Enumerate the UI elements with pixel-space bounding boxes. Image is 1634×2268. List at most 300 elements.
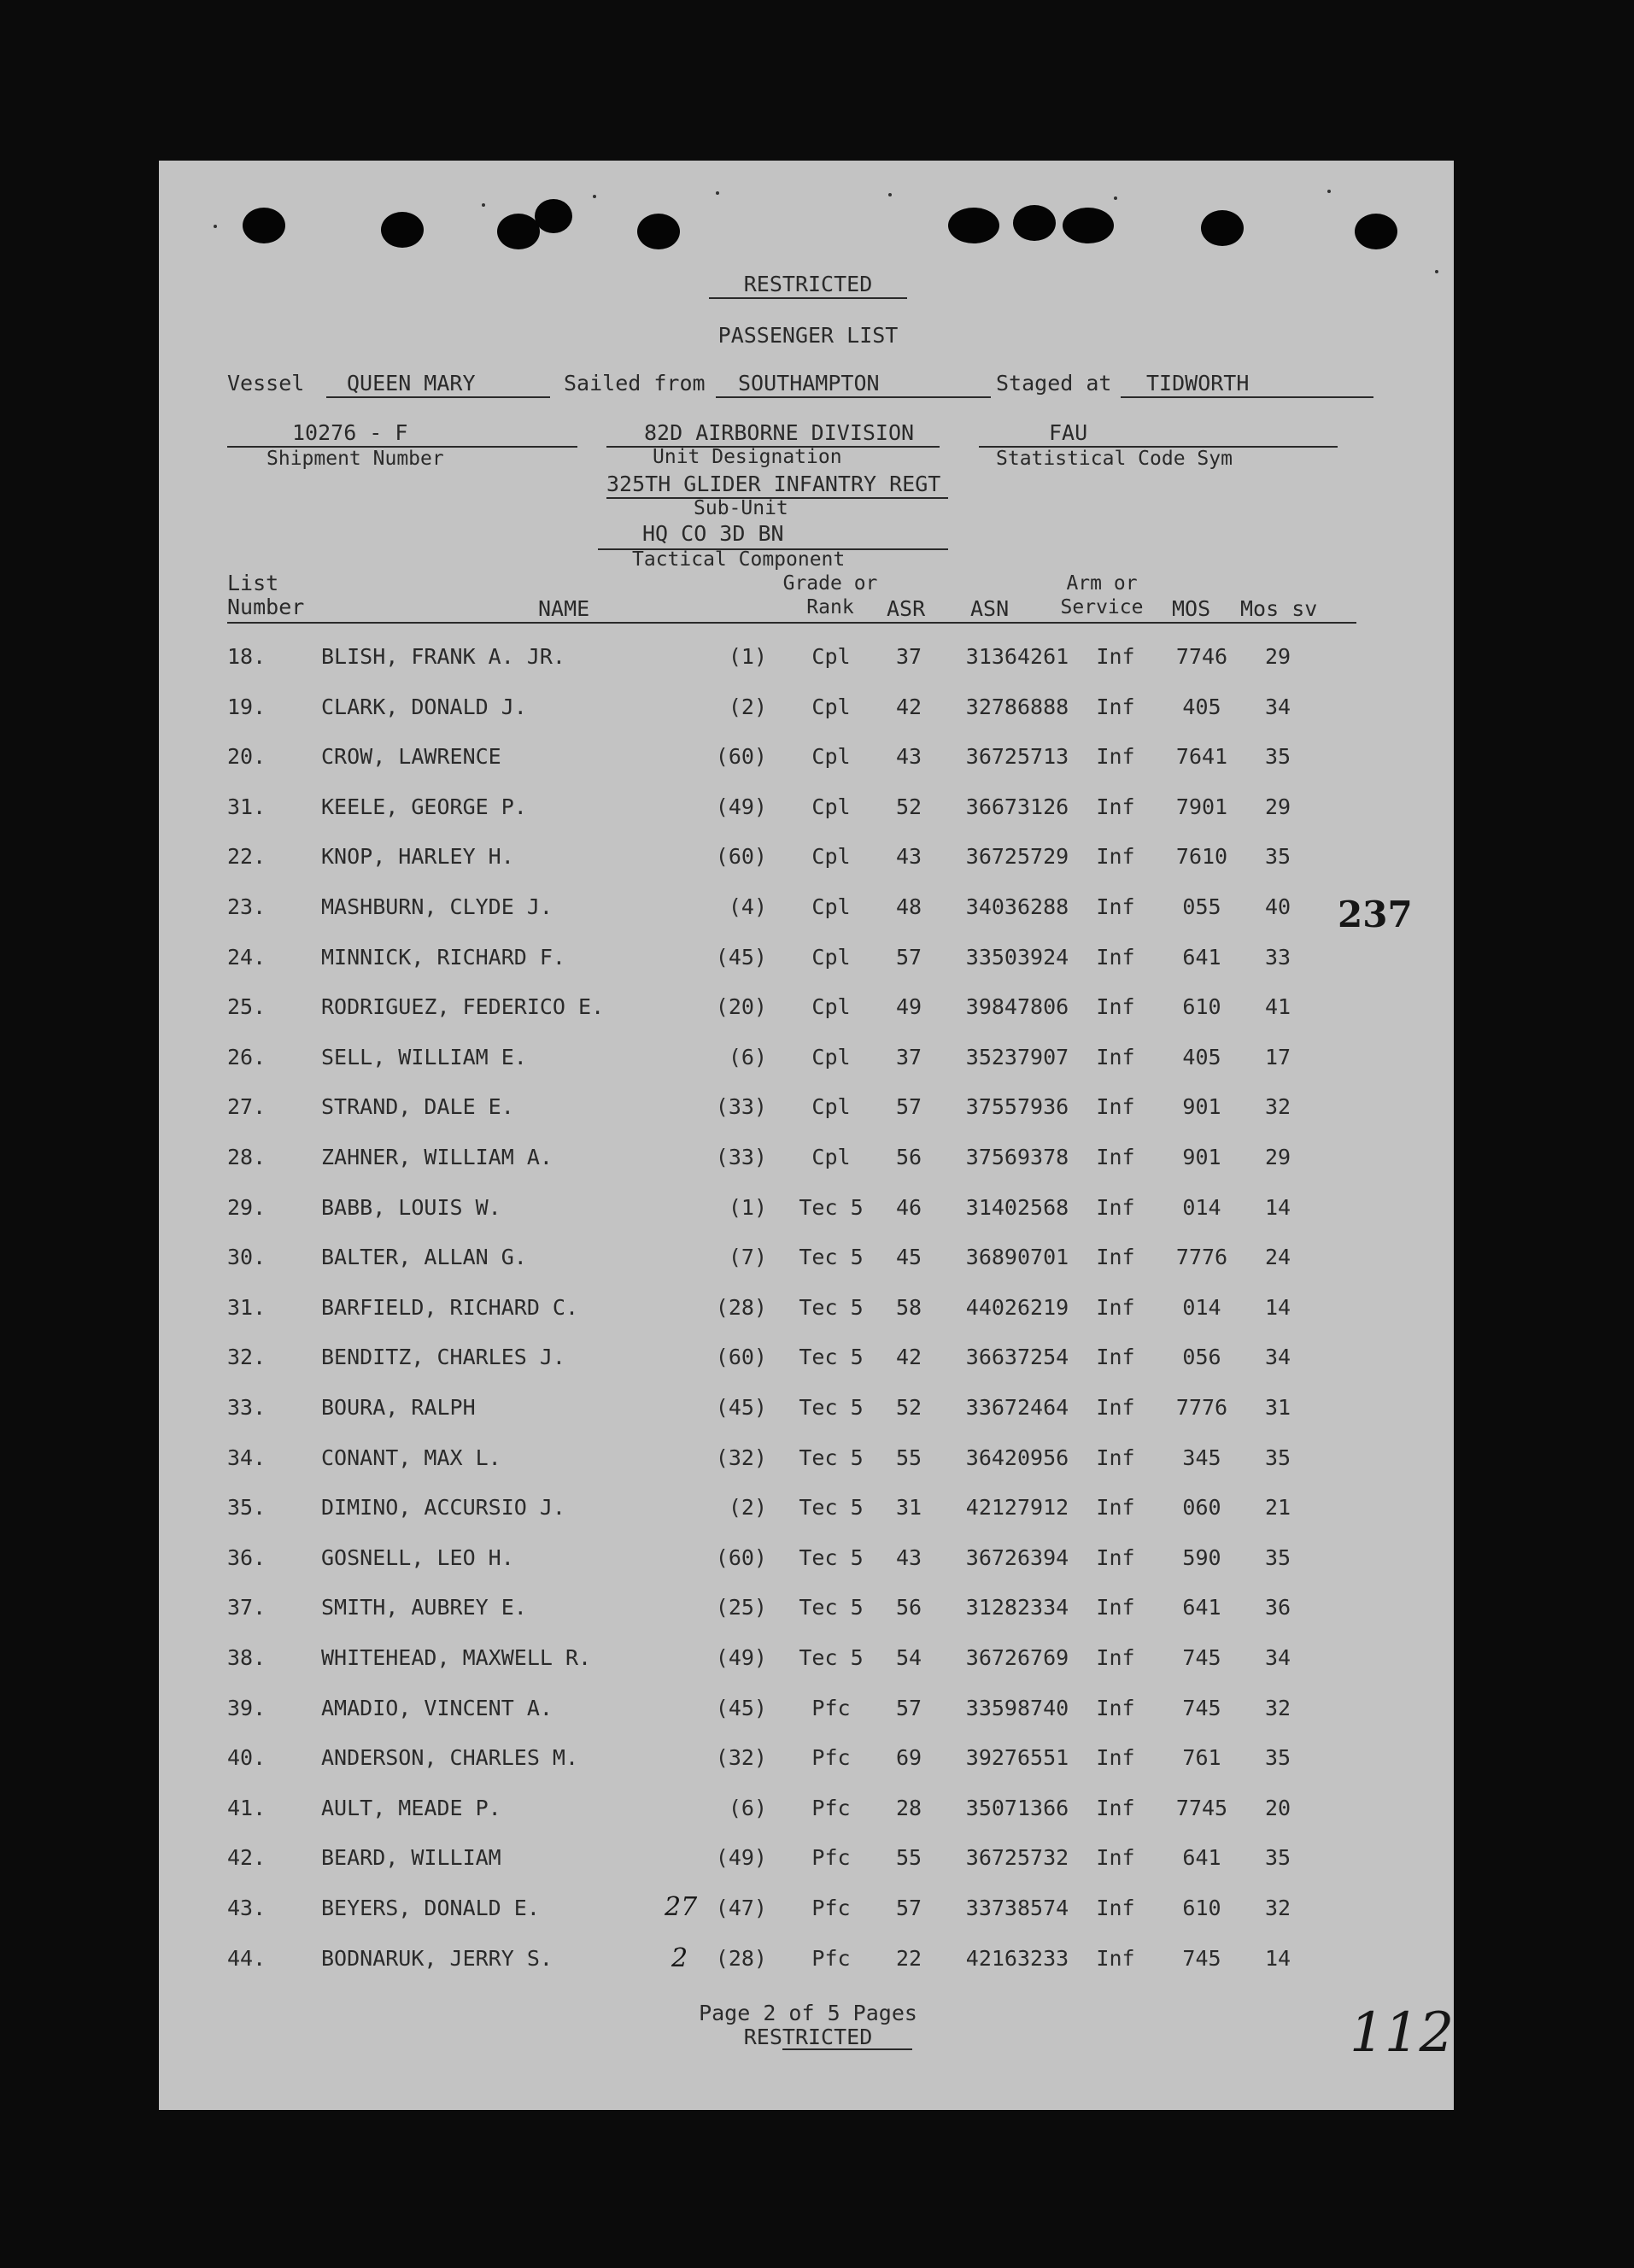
asr-cell: 56 bbox=[895, 1595, 922, 1620]
asn-cell: 35237907 bbox=[965, 1045, 1069, 1070]
classification-bottom-underline bbox=[782, 2048, 912, 2050]
vessel-underline bbox=[326, 396, 550, 398]
mos-sv-cell: 20 bbox=[1264, 1796, 1291, 1820]
pin-dot bbox=[1114, 196, 1117, 200]
document-page bbox=[159, 161, 1454, 2110]
table-row bbox=[159, 1747, 1454, 1781]
rank-cell: Cpl bbox=[811, 894, 851, 919]
asr-cell: 56 bbox=[895, 1145, 922, 1169]
code-cell: (47) bbox=[715, 1896, 767, 1920]
mos-sv-cell: 35 bbox=[1264, 744, 1291, 769]
code-cell: (25) bbox=[715, 1595, 767, 1620]
rank-cell: Tec 5 bbox=[799, 1595, 864, 1620]
asn-cell: 36890701 bbox=[965, 1245, 1069, 1269]
asr-cell: 49 bbox=[895, 994, 922, 1019]
asr-cell: 55 bbox=[895, 1845, 922, 1870]
table-row bbox=[159, 1096, 1454, 1130]
asr-cell: 42 bbox=[895, 1345, 922, 1369]
punch-hole bbox=[948, 208, 999, 243]
col-name: NAME bbox=[538, 596, 590, 621]
arm-cell: Inf bbox=[1096, 1345, 1135, 1369]
list-number-cell: 43. bbox=[227, 1896, 266, 1920]
arm-cell: Inf bbox=[1096, 1445, 1135, 1470]
table-row bbox=[159, 1547, 1454, 1581]
table-row bbox=[159, 996, 1454, 1030]
code-cell: (1) bbox=[728, 644, 767, 669]
rank-cell: Cpl bbox=[811, 1045, 851, 1070]
col-list-number-1: List bbox=[227, 571, 279, 595]
mos-sv-cell: 29 bbox=[1264, 1145, 1291, 1169]
mos-cell: 405 bbox=[1182, 1045, 1221, 1070]
col-list-number-2: Number bbox=[227, 595, 305, 619]
col-mos: MOS bbox=[1172, 596, 1211, 621]
arm-cell: Inf bbox=[1096, 1645, 1135, 1670]
mos-sv-cell: 14 bbox=[1264, 1295, 1291, 1320]
handwritten-margin-number: 237 bbox=[1338, 894, 1413, 935]
code-cell: (20) bbox=[715, 994, 767, 1019]
mos-sv-cell: 17 bbox=[1264, 1045, 1291, 1070]
asn-cell: 34036288 bbox=[965, 894, 1069, 919]
name-cell: SMITH, AUBREY E. bbox=[321, 1595, 527, 1620]
arm-cell: Inf bbox=[1096, 1395, 1135, 1420]
pin-dot bbox=[1327, 190, 1331, 193]
unit-designation-value: 82D AIRBORNE DIVISION bbox=[644, 420, 915, 445]
code-cell: (7) bbox=[728, 1245, 767, 1269]
table-row bbox=[159, 696, 1454, 730]
rank-cell: Cpl bbox=[811, 945, 851, 970]
arm-cell: Inf bbox=[1096, 1745, 1135, 1770]
arm-cell: Inf bbox=[1096, 744, 1135, 769]
list-number-cell: 29. bbox=[227, 1195, 266, 1220]
asr-cell: 57 bbox=[895, 1896, 922, 1920]
arm-cell: Inf bbox=[1096, 1094, 1135, 1119]
asn-cell: 36725713 bbox=[965, 744, 1069, 769]
asn-cell: 42163233 bbox=[965, 1946, 1069, 1971]
mos-sv-cell: 14 bbox=[1264, 1946, 1291, 1971]
list-number-cell: 41. bbox=[227, 1796, 266, 1820]
col-grade-2: Rank bbox=[806, 596, 854, 618]
code-cell: (33) bbox=[715, 1145, 767, 1169]
code-cell: (60) bbox=[715, 744, 767, 769]
table-row bbox=[159, 1697, 1454, 1732]
mos-cell: 060 bbox=[1182, 1495, 1221, 1520]
name-cell: BEARD, WILLIAM bbox=[321, 1845, 501, 1870]
arm-cell: Inf bbox=[1096, 1295, 1135, 1320]
mos-sv-cell: 29 bbox=[1264, 794, 1291, 819]
page-footer-text: Page 2 of 5 Pages bbox=[699, 2001, 917, 2025]
rank-cell: Cpl bbox=[811, 994, 851, 1019]
arm-cell: Inf bbox=[1096, 1245, 1135, 1269]
sailed-from-underline bbox=[716, 396, 991, 398]
code-cell: (49) bbox=[715, 1645, 767, 1670]
code-cell: (45) bbox=[715, 945, 767, 970]
asr-cell: 55 bbox=[895, 1445, 922, 1470]
asn-cell: 44026219 bbox=[965, 1295, 1069, 1320]
table-row bbox=[159, 1246, 1454, 1281]
list-number-cell: 39. bbox=[227, 1696, 266, 1720]
asr-cell: 48 bbox=[895, 894, 922, 919]
col-arm-1: Arm or bbox=[1066, 572, 1138, 595]
name-cell: MINNICK, RICHARD F. bbox=[321, 945, 565, 970]
asr-cell: 52 bbox=[895, 794, 922, 819]
rank-cell: Cpl bbox=[811, 1145, 851, 1169]
punch-hole bbox=[243, 208, 285, 243]
list-number-cell: 44. bbox=[227, 1946, 266, 1971]
rank-cell: Pfc bbox=[811, 1796, 851, 1820]
mos-cell: 745 bbox=[1182, 1696, 1221, 1720]
code-cell: (60) bbox=[715, 1345, 767, 1369]
col-asn: ASN bbox=[970, 596, 1010, 621]
table-row bbox=[159, 746, 1454, 780]
sailed-from-value: SOUTHAMPTON bbox=[738, 371, 880, 396]
document-title: PASSENGER LIST bbox=[717, 323, 899, 348]
mos-sv-cell: 35 bbox=[1264, 1745, 1291, 1770]
mos-sv-cell: 40 bbox=[1264, 894, 1291, 919]
table-row bbox=[159, 1297, 1454, 1331]
table-row bbox=[159, 1046, 1454, 1081]
code-cell: (33) bbox=[715, 1094, 767, 1119]
asn-cell: 36725732 bbox=[965, 1845, 1069, 1870]
list-number-cell: 27. bbox=[227, 1094, 266, 1119]
list-number-cell: 24. bbox=[227, 945, 266, 970]
tactical-component-value: HQ CO 3D BN bbox=[642, 521, 784, 546]
mos-cell: 641 bbox=[1182, 945, 1221, 970]
table-row bbox=[159, 1146, 1454, 1181]
asr-cell: 42 bbox=[895, 694, 922, 719]
table-row bbox=[159, 1892, 1454, 1931]
mos-cell: 610 bbox=[1182, 994, 1221, 1019]
mos-sv-cell: 35 bbox=[1264, 1445, 1291, 1470]
asn-cell: 36725729 bbox=[965, 844, 1069, 869]
vessel-value: QUEEN MARY bbox=[347, 371, 476, 396]
table-row bbox=[159, 796, 1454, 830]
mos-sv-cell: 32 bbox=[1264, 1896, 1291, 1920]
name-cell: MASHBURN, CLYDE J. bbox=[321, 894, 553, 919]
name-cell: WHITEHEAD, MAXWELL R. bbox=[321, 1645, 592, 1670]
arm-cell: Inf bbox=[1096, 1195, 1135, 1220]
table-row bbox=[159, 1447, 1454, 1481]
list-number-cell: 38. bbox=[227, 1645, 266, 1670]
asn-cell: 31402568 bbox=[965, 1195, 1069, 1220]
asr-cell: 43 bbox=[895, 744, 922, 769]
punch-hole bbox=[1013, 205, 1056, 241]
punch-hole bbox=[1355, 214, 1397, 249]
asr-cell: 69 bbox=[895, 1745, 922, 1770]
asr-cell: 43 bbox=[895, 1545, 922, 1570]
arm-cell: Inf bbox=[1096, 694, 1135, 719]
mos-cell: 745 bbox=[1182, 1645, 1221, 1670]
pin-dot bbox=[1435, 270, 1438, 273]
rank-cell: Tec 5 bbox=[799, 1345, 864, 1369]
shipment-number-label: Shipment Number bbox=[266, 448, 444, 470]
punch-hole bbox=[497, 214, 540, 249]
mos-cell: 7641 bbox=[1175, 744, 1228, 769]
name-cell: BARFIELD, RICHARD C. bbox=[321, 1295, 579, 1320]
rank-cell: Tec 5 bbox=[799, 1445, 864, 1470]
asn-cell: 39276551 bbox=[965, 1745, 1069, 1770]
code-cell: (4) bbox=[728, 894, 767, 919]
name-cell: CROW, LAWRENCE bbox=[321, 744, 501, 769]
table-row bbox=[159, 1197, 1454, 1231]
name-cell: BEYERS, DONALD E. bbox=[321, 1896, 540, 1920]
list-number-cell: 23. bbox=[227, 894, 266, 919]
mos-cell: 7776 bbox=[1175, 1245, 1228, 1269]
rank-cell: Tec 5 bbox=[799, 1295, 864, 1320]
handwritten-correction-43: 27 bbox=[665, 1892, 698, 1922]
table-row bbox=[159, 1847, 1454, 1881]
mos-cell: 761 bbox=[1182, 1745, 1221, 1770]
name-cell: KNOP, HARLEY H. bbox=[321, 844, 514, 869]
mos-cell: 610 bbox=[1182, 1896, 1221, 1920]
code-cell: (28) bbox=[715, 1946, 767, 1971]
asr-cell: 52 bbox=[895, 1395, 922, 1420]
list-number-cell: 37. bbox=[227, 1595, 266, 1620]
list-number-cell: 28. bbox=[227, 1145, 266, 1169]
mos-sv-cell: 34 bbox=[1264, 694, 1291, 719]
arm-cell: Inf bbox=[1096, 1495, 1135, 1520]
list-number-cell: 40. bbox=[227, 1745, 266, 1770]
code-cell: (28) bbox=[715, 1295, 767, 1320]
list-number-cell: 25. bbox=[227, 994, 266, 1019]
rank-cell: Cpl bbox=[811, 644, 851, 669]
asn-cell: 36637254 bbox=[965, 1345, 1069, 1369]
mos-sv-cell: 41 bbox=[1264, 994, 1291, 1019]
mos-cell: 641 bbox=[1182, 1845, 1221, 1870]
asr-cell: 57 bbox=[895, 1696, 922, 1720]
sub-unit-label: Sub-Unit bbox=[694, 497, 788, 519]
mos-sv-cell: 35 bbox=[1264, 1845, 1291, 1870]
table-row bbox=[159, 1797, 1454, 1831]
asr-cell: 37 bbox=[895, 1045, 922, 1070]
rank-cell: Pfc bbox=[811, 1745, 851, 1770]
code-cell: (2) bbox=[728, 1495, 767, 1520]
mos-cell: 641 bbox=[1182, 1595, 1221, 1620]
table-row bbox=[159, 1346, 1454, 1380]
table-row bbox=[159, 1397, 1454, 1431]
asr-cell: 46 bbox=[895, 1195, 922, 1220]
rank-cell: Cpl bbox=[811, 744, 851, 769]
pin-dot bbox=[593, 195, 596, 198]
arm-cell: Inf bbox=[1096, 1595, 1135, 1620]
asn-cell: 42127912 bbox=[965, 1495, 1069, 1520]
code-cell: (1) bbox=[728, 1195, 767, 1220]
name-cell: BODNARUK, JERRY S. bbox=[321, 1946, 553, 1971]
list-number-cell: 22. bbox=[227, 844, 266, 869]
asr-cell: 57 bbox=[895, 1094, 922, 1119]
mos-sv-cell: 14 bbox=[1264, 1195, 1291, 1220]
mos-sv-cell: 35 bbox=[1264, 844, 1291, 869]
name-cell: BALTER, ALLAN G. bbox=[321, 1245, 527, 1269]
arm-cell: Inf bbox=[1096, 1696, 1135, 1720]
classification-bottom: RESTRICTED bbox=[743, 2025, 873, 2049]
punch-hole bbox=[1201, 210, 1244, 246]
list-number-cell: 42. bbox=[227, 1845, 266, 1870]
rank-cell: Tec 5 bbox=[799, 1245, 864, 1269]
mos-cell: 405 bbox=[1182, 694, 1221, 719]
list-number-cell: 30. bbox=[227, 1245, 266, 1269]
asr-cell: 22 bbox=[895, 1946, 922, 1971]
classification-top: RESTRICTED bbox=[743, 272, 873, 296]
unit-designation-label: Unit Designation bbox=[653, 446, 842, 468]
rank-cell: Tec 5 bbox=[799, 1495, 864, 1520]
rank-cell: Cpl bbox=[811, 794, 851, 819]
asr-cell: 28 bbox=[895, 1796, 922, 1820]
rank-cell: Cpl bbox=[811, 694, 851, 719]
rank-cell: Pfc bbox=[811, 1845, 851, 1870]
asn-cell: 39847806 bbox=[965, 994, 1069, 1019]
staged-at-underline bbox=[1121, 396, 1373, 398]
mos-sv-cell: 32 bbox=[1264, 1094, 1291, 1119]
mos-cell: 7746 bbox=[1175, 644, 1228, 669]
tactical-component-label: Tactical Component bbox=[632, 548, 846, 571]
mos-cell: 7610 bbox=[1175, 844, 1228, 869]
name-cell: BABB, LOUIS W. bbox=[321, 1195, 501, 1220]
asn-cell: 36726769 bbox=[965, 1645, 1069, 1670]
name-cell: STRAND, DALE E. bbox=[321, 1094, 514, 1119]
list-number-cell: 35. bbox=[227, 1495, 266, 1520]
sub-unit-value: 325TH GLIDER INFANTRY REGT bbox=[606, 472, 941, 496]
header-rule bbox=[227, 622, 1356, 624]
mos-cell: 055 bbox=[1182, 894, 1221, 919]
name-cell: AULT, MEADE P. bbox=[321, 1796, 501, 1820]
name-cell: RODRIGUEZ, FEDERICO E. bbox=[321, 994, 605, 1019]
asr-cell: 37 bbox=[895, 644, 922, 669]
mos-cell: 014 bbox=[1182, 1295, 1221, 1320]
arm-cell: Inf bbox=[1096, 945, 1135, 970]
punch-hole bbox=[535, 199, 572, 233]
arm-cell: Inf bbox=[1096, 1545, 1135, 1570]
pin-dot bbox=[482, 203, 485, 207]
rank-cell: Tec 5 bbox=[799, 1395, 864, 1420]
table-row bbox=[159, 846, 1454, 880]
handwritten-page-number: 112 bbox=[1350, 2001, 1455, 2065]
table-row bbox=[159, 1647, 1454, 1681]
asr-cell: 31 bbox=[895, 1495, 922, 1520]
list-number-cell: 26. bbox=[227, 1045, 266, 1070]
table-row bbox=[159, 896, 1454, 930]
mos-cell: 014 bbox=[1182, 1195, 1221, 1220]
arm-cell: Inf bbox=[1096, 844, 1135, 869]
mos-cell: 745 bbox=[1182, 1946, 1221, 1971]
stat-code-label: Statistical Code Sym bbox=[996, 448, 1233, 470]
code-cell: (6) bbox=[728, 1045, 767, 1070]
list-number-cell: 20. bbox=[227, 744, 266, 769]
mos-sv-cell: 31 bbox=[1264, 1395, 1291, 1420]
name-cell: GOSNELL, LEO H. bbox=[321, 1545, 514, 1570]
asn-cell: 33598740 bbox=[965, 1696, 1069, 1720]
name-cell: BOURA, RALPH bbox=[321, 1395, 476, 1420]
code-cell: (2) bbox=[728, 694, 767, 719]
arm-cell: Inf bbox=[1096, 1946, 1135, 1971]
mos-sv-cell: 33 bbox=[1264, 945, 1291, 970]
code-cell: (32) bbox=[715, 1445, 767, 1470]
code-cell: (49) bbox=[715, 794, 767, 819]
vessel-label: Vessel bbox=[227, 371, 305, 396]
asn-cell: 35071366 bbox=[965, 1796, 1069, 1820]
code-cell: (6) bbox=[728, 1796, 767, 1820]
arm-cell: Inf bbox=[1096, 1145, 1135, 1169]
stat-code-value: FAU bbox=[1049, 420, 1088, 445]
asn-cell: 33503924 bbox=[965, 945, 1069, 970]
name-cell: ANDERSON, CHARLES M. bbox=[321, 1745, 579, 1770]
name-cell: KEELE, GEORGE P. bbox=[321, 794, 527, 819]
mos-cell: 901 bbox=[1182, 1145, 1221, 1169]
asn-cell: 32786888 bbox=[965, 694, 1069, 719]
mos-cell: 7776 bbox=[1175, 1395, 1228, 1420]
code-cell: (49) bbox=[715, 1845, 767, 1870]
rank-cell: Cpl bbox=[811, 844, 851, 869]
name-cell: SELL, WILLIAM E. bbox=[321, 1045, 527, 1070]
name-cell: BENDITZ, CHARLES J. bbox=[321, 1345, 565, 1369]
arm-cell: Inf bbox=[1096, 1796, 1135, 1820]
table-row bbox=[159, 1597, 1454, 1631]
handwritten-correction-44: 2 bbox=[671, 1943, 688, 1973]
rank-cell: Pfc bbox=[811, 1946, 851, 1971]
arm-cell: Inf bbox=[1096, 644, 1135, 669]
list-number-cell: 31. bbox=[227, 794, 266, 819]
asr-cell: 57 bbox=[895, 945, 922, 970]
list-number-cell: 34. bbox=[227, 1445, 266, 1470]
col-arm-2: Service bbox=[1060, 596, 1144, 618]
table-row bbox=[159, 1943, 1454, 1982]
arm-cell: Inf bbox=[1096, 1845, 1135, 1870]
list-number-cell: 31. bbox=[227, 1295, 266, 1320]
staged-at-value: TIDWORTH bbox=[1146, 371, 1250, 396]
rank-cell: Pfc bbox=[811, 1896, 851, 1920]
arm-cell: Inf bbox=[1096, 994, 1135, 1019]
mos-sv-cell: 36 bbox=[1264, 1595, 1291, 1620]
rank-cell: Tec 5 bbox=[799, 1195, 864, 1220]
punch-hole bbox=[381, 212, 424, 248]
asr-cell: 43 bbox=[895, 844, 922, 869]
table-row bbox=[159, 1497, 1454, 1531]
name-cell: CONANT, MAX L. bbox=[321, 1445, 501, 1470]
rank-cell: Tec 5 bbox=[799, 1545, 864, 1570]
asn-cell: 36673126 bbox=[965, 794, 1069, 819]
arm-cell: Inf bbox=[1096, 1896, 1135, 1920]
rank-cell: Tec 5 bbox=[799, 1645, 864, 1670]
name-cell: AMADIO, VINCENT A. bbox=[321, 1696, 553, 1720]
col-grade-1: Grade or bbox=[782, 572, 878, 595]
mos-sv-cell: 21 bbox=[1264, 1495, 1291, 1520]
name-cell: BLISH, FRANK A. JR. bbox=[321, 644, 565, 669]
col-asr: ASR bbox=[887, 596, 926, 621]
col-mos-sv: Mos sv bbox=[1240, 596, 1318, 621]
rank-cell: Pfc bbox=[811, 1696, 851, 1720]
mos-sv-cell: 35 bbox=[1264, 1545, 1291, 1570]
classification-underline bbox=[709, 297, 907, 299]
rank-cell: Cpl bbox=[811, 1094, 851, 1119]
staged-at-label: Staged at bbox=[996, 371, 1112, 396]
code-cell: (45) bbox=[715, 1696, 767, 1720]
mos-cell: 590 bbox=[1182, 1545, 1221, 1570]
asn-cell: 33738574 bbox=[965, 1896, 1069, 1920]
name-cell: ZAHNER, WILLIAM A. bbox=[321, 1145, 553, 1169]
shipment-number-value: 10276 - F bbox=[292, 420, 408, 445]
table-row bbox=[159, 646, 1454, 680]
mos-sv-cell: 34 bbox=[1264, 1645, 1291, 1670]
mos-sv-cell: 29 bbox=[1264, 644, 1291, 669]
asn-cell: 33672464 bbox=[965, 1395, 1069, 1420]
asn-cell: 36420956 bbox=[965, 1445, 1069, 1470]
asn-cell: 37557936 bbox=[965, 1094, 1069, 1119]
mos-sv-cell: 24 bbox=[1264, 1245, 1291, 1269]
code-cell: (32) bbox=[715, 1745, 767, 1770]
list-number-cell: 33. bbox=[227, 1395, 266, 1420]
pin-dot bbox=[214, 225, 217, 228]
asn-cell: 31364261 bbox=[965, 644, 1069, 669]
list-number-cell: 19. bbox=[227, 694, 266, 719]
